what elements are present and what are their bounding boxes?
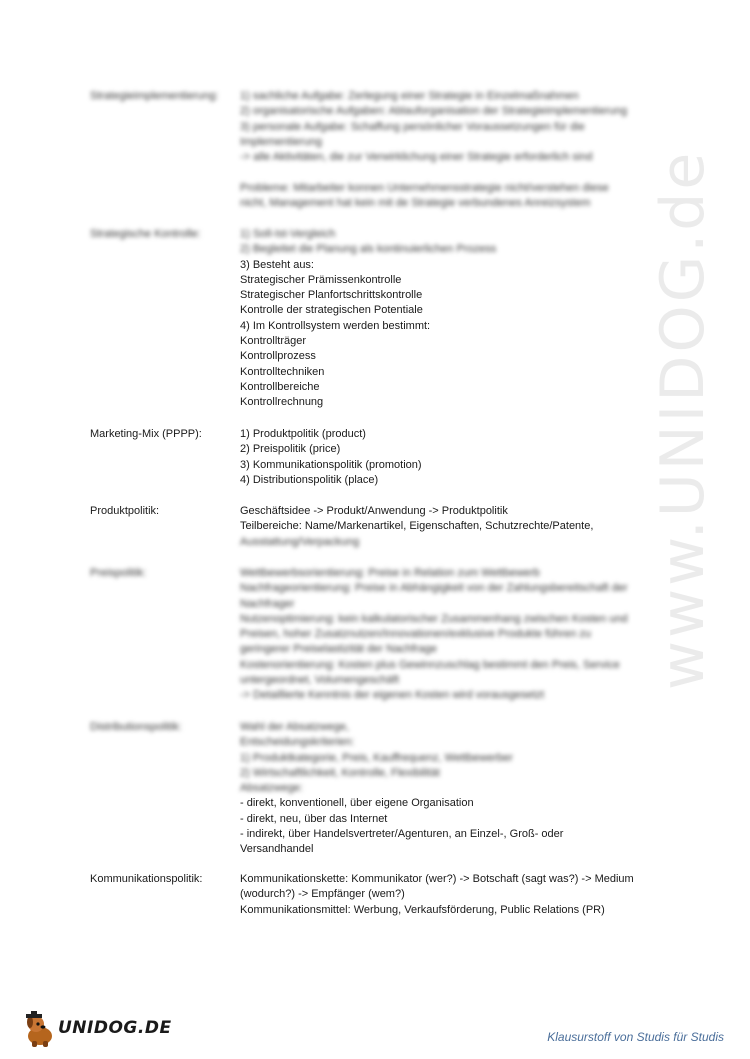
text-line: Kontrolle der strategischen Potentiale — [240, 304, 423, 317]
text-line: 3) Kommunikationspolitik (promotion) — [240, 458, 422, 471]
text-line: Nutzenoptimierung: kein kalkulatorischer Zusammenhang zwischen Kosten und — [240, 612, 628, 625]
text-line: Entscheidungskriterien: — [240, 736, 355, 749]
text-line: Nachfrageorientierung: Preise in Abhängigkeit von der Zahlungsbereitschaft der — [240, 582, 628, 595]
dog-mascot-icon — [22, 1010, 62, 1050]
text-line: Kontrollprozess — [240, 350, 316, 363]
text-line: Ausstattung/Verpackung — [240, 535, 360, 548]
text-line: 3) personale Aufgabe: Schaffung persönlicher Voraussetzungen für die — [240, 120, 585, 133]
text-line: -> Detaillierte Kenntnis der eigenen Kosten wird vorausgesetzt — [240, 689, 545, 702]
section-body — [240, 427, 710, 488]
footer-tagline: Klausurstoff von Studis für Studis — [547, 1030, 724, 1044]
text-line: 1) Produktpolitik (product) — [240, 428, 366, 440]
text-line: Wahl der Absatzwege, — [240, 721, 350, 733]
text-line: 4) Distributionspolitik (place) — [240, 473, 379, 486]
section-term: Strategische Kontrolle: — [90, 228, 201, 240]
text-line: Strategischer Prämissenkontrolle — [240, 273, 402, 286]
text-line: Geschäftsidee -> Produkt/Anwendung -> Produktpolitik — [240, 505, 508, 517]
text-line: Kommunikationskette: Kommunikator (wer?) -> Botschaft (sagt was?) -> Medium — [240, 873, 634, 885]
unidog-logo — [22, 1010, 172, 1050]
text-line: Nachfrager — [240, 597, 295, 610]
watermark: www.UNIDOG.de — [648, 149, 718, 690]
section-term: Preispolitik: — [90, 567, 147, 579]
section-term: Marketing-Mix (PPPP): — [90, 428, 202, 440]
text-line: 1) Produktkategorie, Preis, Kauffrequenz, Wettbewerber — [240, 751, 513, 764]
text-line: Versandhandel — [240, 843, 314, 856]
text-line: Kontrolltechniken — [240, 365, 325, 378]
logo-text: UNIDOG.DE — [58, 1018, 172, 1038]
text-line: Implementierung — [240, 135, 322, 148]
text-line: Teilbereiche: Name/Markenartikel, Eigenschaften, Schutzrechte/Patente, — [240, 520, 594, 533]
text-line — [240, 165, 710, 180]
text-line: Kontrollträger — [240, 335, 307, 348]
section-term: Produktpolitik: — [90, 505, 160, 517]
section-body — [240, 720, 710, 858]
text-line: Kommunikationsmittel: Werbung, Verkaufsförderung, Public Relations (PR) — [240, 903, 605, 916]
section-term: Kommunikationspolitik: — [90, 873, 203, 885]
text-line: Preisen, hoher Zusatznutzen/Innovationen/exklusive Produkte führen zu — [240, 628, 591, 641]
text-line: geringerer Preiselastizität der Nachfrage — [240, 643, 437, 656]
text-line: - direkt, neu, über das Internet — [240, 812, 388, 825]
text-line: (wodurch?) -> Empfänger (wem?) — [240, 888, 405, 901]
text-line: untergeordnet, Volumengeschäft — [240, 674, 400, 687]
section-body — [240, 872, 710, 918]
section-term: Strategieimplementierung: — [90, 90, 219, 102]
text-line: 1) sachliche Aufgabe: Zerlegung einer Strategie in Einzelmaßnahmen — [240, 90, 579, 102]
text-line: 1) Soll-Ist-Vergleich — [240, 228, 336, 240]
text-line: 4) Im Kontrollsystem werden bestimmt: — [240, 319, 431, 332]
text-line: Kostenorientierung: Kosten plus Gewinnzuschlag bestimmt den Preis, Service — [240, 658, 620, 671]
text-line: Strategischer Planfortschrittskontrolle — [240, 289, 423, 302]
text-line: - indirekt, über Handelsvertreter/Agenturen, an Einzel-, Groß- oder — [240, 828, 564, 841]
text-line: Probleme: Mitarbeiter konnen Unternehmensstrategie nicht/verstehen diese — [240, 181, 609, 194]
text-line: Wettbewerbsorientierung: Preise in Relation zum Wettbewerb — [240, 567, 540, 579]
section-body — [240, 89, 710, 211]
text-line: Kontrollbereiche — [240, 380, 320, 393]
text-line: - direkt, konventionell, über eigene Organisation — [240, 797, 474, 810]
section-body — [240, 227, 710, 411]
text-line: 3) Besteht aus: — [240, 258, 314, 271]
text-line: nicht, Management hat kein mit de Strategie verbundenes Anreizsystem — [240, 197, 591, 210]
section-term: Distributionspolitik: — [90, 721, 182, 733]
text-line: -> alle Aktivitäten, die zur Verwirklichung einer Strategie erforderlich sind — [240, 151, 593, 164]
section-body — [240, 566, 710, 704]
text-line: Kontrollrechnung — [240, 396, 324, 409]
text-line: Absatzwege: — [240, 782, 303, 795]
text-line: 2) Wirtschaftlichkeit, Kontrolle, Flexibilität — [240, 766, 440, 779]
text-line: 2) Begleitet die Planung als kontinuierlichen Prozess — [240, 243, 497, 256]
text-line: 2) organisatorische Aufgaben: Ablauforganisation der Strategieimplementierung — [240, 105, 628, 118]
section-body — [240, 504, 710, 550]
text-line: 2) Preispolitik (price) — [240, 443, 341, 456]
